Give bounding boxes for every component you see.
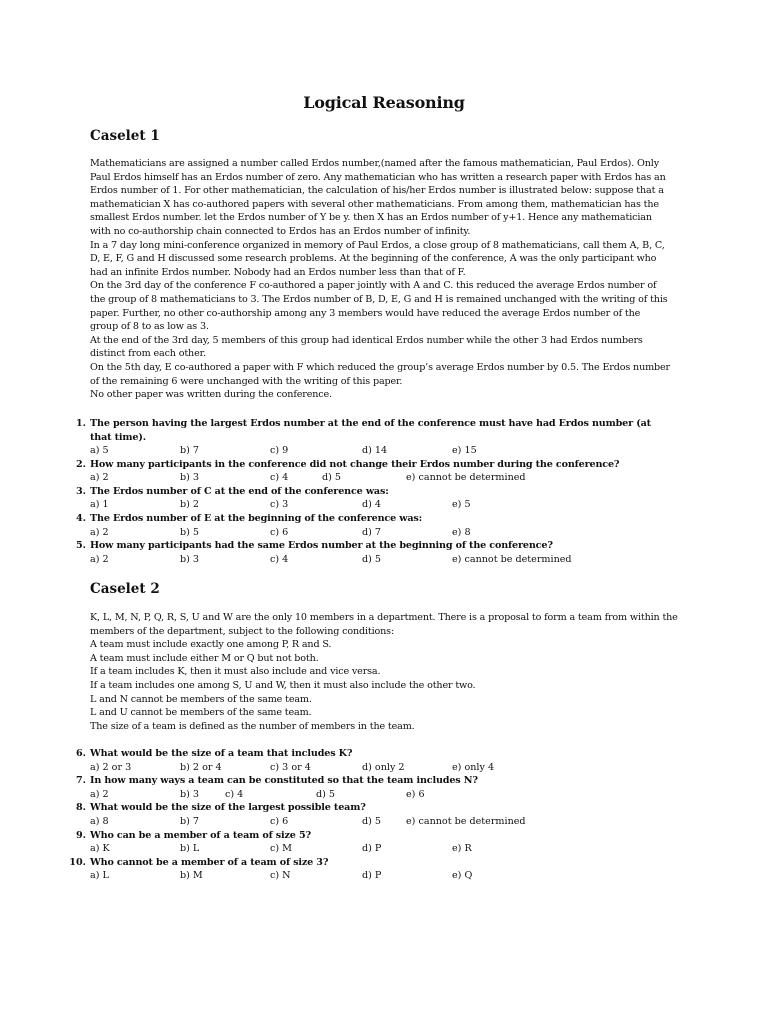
question-number: 6. (75, 748, 86, 759)
option[interactable]: c) 4 (270, 553, 289, 565)
option[interactable]: d) 4 (362, 499, 382, 511)
question-text: What would be the size of a team that includes K? (90, 748, 353, 759)
question (60, 856, 680, 870)
option[interactable]: b) 3 (180, 553, 200, 565)
option[interactable]: a) 5 (90, 445, 109, 456)
option[interactable]: d) 5 (322, 472, 342, 484)
caselet-1-questions (60, 417, 680, 566)
passage-line: If a team includes K, then it must also include and vice versa. (90, 666, 381, 678)
option[interactable]: e) Q (452, 870, 473, 882)
question (60, 539, 680, 553)
question-number: 4. (75, 512, 86, 524)
option[interactable]: a) 1 (90, 499, 109, 511)
question-number: 5. (75, 540, 86, 552)
passage-line: group of 8 to as low as 3. (90, 321, 209, 333)
passage-line: had an infinite Erdos number. Nobody had an Erdos number less than that of F. (90, 266, 466, 278)
caselet-2-passage (90, 611, 680, 733)
passage-line: If a team includes one among S, U and W, then it must also include the other two. (90, 679, 476, 691)
option[interactable]: b) 5 (180, 526, 200, 538)
option[interactable]: b) 7 (180, 815, 200, 827)
question-options (60, 553, 680, 567)
option[interactable]: a) 2 or 3 (90, 761, 132, 773)
passage-line: Mathematicians are assigned a number called Erdos number,(named after the famous mathematician, Paul Erdos). Only (90, 158, 659, 169)
option[interactable]: a) K (90, 843, 110, 855)
caselet-2-heading: Caselet 2 (90, 581, 160, 597)
option[interactable]: e) 6 (406, 788, 425, 800)
question (60, 417, 680, 444)
caselet-2-questions (60, 747, 680, 883)
option[interactable]: b) 3 (180, 472, 200, 484)
passage-line: At the end of the 3rd day, 5 members of this group had identical Erdos number while the other 3 had Erdos numbers (90, 334, 643, 346)
option[interactable]: a) L (90, 870, 109, 882)
page-title: Logical Reasoning (303, 93, 465, 112)
passage-line: Paul Erdos himself has an Erdos number of zero. Any mathematician who has written a research paper with Erdos has an (90, 171, 666, 183)
option[interactable]: c) 6 (270, 526, 289, 538)
option[interactable]: a) 8 (90, 815, 109, 827)
option[interactable]: b) M (180, 870, 203, 882)
passage-line: A team must include either M or Q but not both. (90, 652, 319, 664)
passage-line: the group of 8 mathematicians to 3. The Erdos number of B, D, E, G and H is remained unchanged with the writing of this (90, 293, 668, 305)
passage-line: In a 7 day long mini-conference organized in memory of Paul Erdos, a close group of 8 mathematicians, call them A, B, C, (90, 239, 665, 251)
option[interactable]: e) only 4 (452, 761, 495, 773)
question (60, 774, 680, 788)
question (60, 458, 680, 472)
option[interactable]: d) 7 (362, 526, 382, 538)
question-text: The person having the largest Erdos number at the end of the conference must have had Erdos number (at that time). (90, 418, 651, 443)
question-options (60, 444, 680, 458)
option[interactable]: c) 3 or 4 (270, 761, 311, 773)
question (60, 747, 680, 761)
question-text: Who cannot be a member of a team of size 3? (90, 856, 329, 868)
caselet-1-heading: Caselet 1 (90, 128, 160, 144)
option[interactable]: e) cannot be determined (406, 472, 526, 484)
option[interactable]: c) 4 (270, 472, 289, 484)
question (60, 512, 680, 526)
option[interactable]: d) P (362, 843, 382, 855)
passage-line: On the 5th day, E co-authored a paper with F which reduced the group’s average Erdos number by 0.5. The Erdos number (90, 361, 670, 373)
question-number: 10. (69, 856, 86, 868)
passage-line: No other paper was written during the conference. (90, 389, 332, 401)
caselet-1-passage (90, 157, 680, 402)
question-options (60, 526, 680, 540)
option[interactable]: e) R (452, 843, 472, 855)
question-text: The Erdos number of C at the end of the conference was: (90, 485, 389, 497)
question-text: In how many ways a team can be constituted so that the team includes N? (90, 775, 478, 787)
question-options (60, 815, 680, 829)
question (60, 829, 680, 843)
passage-line: paper. Further, no other co-authorship among any 3 members would have reduced the average Erdos number of the (90, 307, 641, 319)
passage-line: D, E, F, G and H discussed some research problems. At the beginning of the conference, A was the only participant who (90, 253, 657, 265)
question-text: How many participants had the same Erdos number at the beginning of the conference? (90, 540, 553, 552)
option[interactable]: a) 2 (90, 526, 109, 538)
question-text: How many participants in the conference did not change their Erdos number during the conference? (90, 458, 620, 470)
question-text: What would be the size of the largest possible team? (90, 802, 366, 814)
question-text: Who can be a member of a team of size 5? (90, 829, 311, 841)
question-options (60, 498, 680, 512)
option[interactable]: a) 2 (90, 553, 109, 565)
question-number: 7. (75, 775, 86, 787)
option[interactable]: d) 5 (362, 815, 382, 827)
passage-line: smallest Erdos number. let the Erdos number of Y be y. then X has an Erdos number of y+1. Hence any mathematician (90, 212, 652, 224)
passage-line: Erdos number of 1. For other mathematician, the calculation of his/her Erdos number is illustrated below: suppose that a (90, 185, 664, 197)
passage-line: with no co-authorship chain connected to Erdos has an Erdos number of infinity. (90, 225, 471, 237)
option[interactable]: b) 2 (180, 499, 200, 511)
question-options (60, 761, 680, 775)
option[interactable]: e) cannot be determined (406, 815, 526, 827)
passage-line: L and N cannot be members of the same team. (90, 693, 312, 705)
option[interactable]: e) cannot be determined (452, 553, 572, 565)
option[interactable]: d) 5 (362, 553, 382, 565)
question-options (60, 842, 680, 856)
passage-line: A team must include exactly one among P, R and S. (90, 639, 332, 651)
option[interactable]: d) 5 (316, 788, 336, 800)
passage-line: K, L, M, N, P, Q, R, S, U and W are the only 10 members in a department. There is a proposal to form a team from within the (90, 612, 678, 623)
option[interactable]: e) 15 (452, 445, 477, 456)
question-options (60, 869, 680, 883)
option[interactable]: e) 5 (452, 499, 471, 511)
passage-line: mathematician X has co-authored papers with several other mathematicians. From among them, mathematician has the (90, 198, 659, 210)
option[interactable]: c) 9 (270, 445, 289, 456)
question-options (60, 788, 680, 802)
question-options (60, 471, 680, 485)
question-number: 1. (75, 418, 86, 429)
passage-line: of the remaining 6 were unchanged with the writing of this paper. (90, 375, 403, 387)
passage-line: members of the department, subject to the following conditions: (90, 625, 395, 637)
option[interactable]: b) 3 (180, 788, 200, 800)
option[interactable]: d) only 2 (362, 761, 405, 773)
option[interactable]: b) 7 (180, 445, 200, 456)
question-number: 2. (75, 458, 86, 470)
question (60, 485, 680, 499)
option[interactable]: a) 2 (90, 788, 109, 800)
option[interactable]: c) 4 (225, 788, 244, 800)
option[interactable]: c) M (270, 843, 292, 855)
option[interactable]: a) 2 (90, 472, 109, 484)
question (60, 801, 680, 815)
question-number: 8. (75, 802, 86, 814)
passage-line: L and U cannot be members of the same team. (90, 707, 312, 719)
question-number: 9. (75, 829, 86, 841)
option[interactable]: b) 2 or 4 (180, 761, 222, 773)
passage-line: The size of a team is defined as the number of members in the team. (90, 720, 415, 732)
option[interactable]: d) 14 (362, 445, 388, 456)
option[interactable]: c) 6 (270, 815, 289, 827)
option[interactable]: c) 3 (270, 499, 289, 511)
option[interactable]: c) N (270, 870, 291, 882)
option[interactable]: b) L (180, 843, 200, 855)
passage-line: distinct from each other. (90, 348, 206, 360)
question-number: 3. (75, 485, 86, 497)
option[interactable]: e) 8 (452, 526, 471, 538)
option[interactable]: d) P (362, 870, 382, 882)
question-text: The Erdos number of E at the beginning of the conference was: (90, 512, 423, 524)
passage-line: On the 3rd day of the conference F co-authored a paper jointly with A and C. this reduced the average Erdos number of (90, 280, 657, 292)
